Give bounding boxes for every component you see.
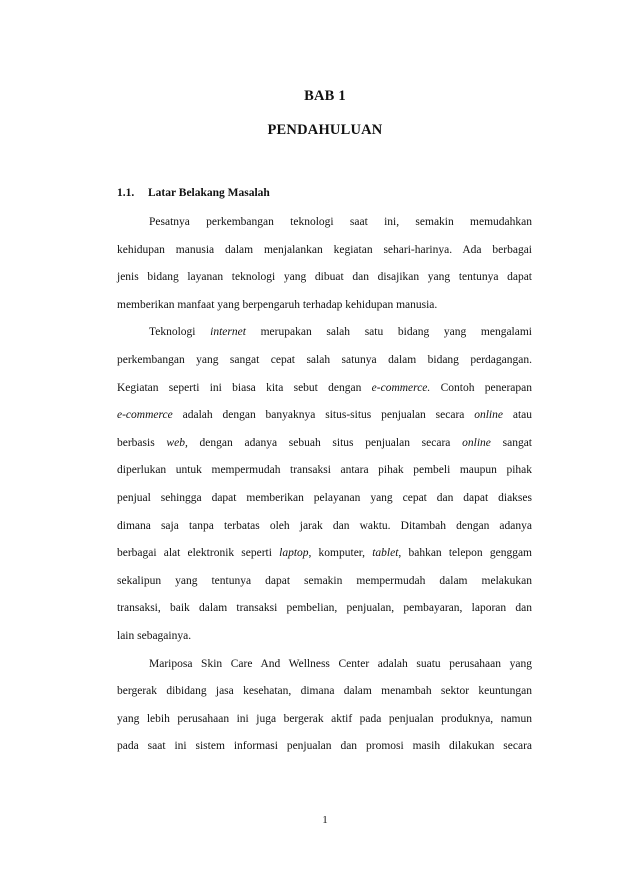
text-line: yang lebih perusahaan ini juga bergerak aktif pada penjualan produknya, namun [117, 712, 532, 725]
page-number: 1 [322, 814, 328, 826]
text-line: diperlukan untuk mempermudah transaksi antara pihak pembeli maupun pihak [117, 464, 532, 477]
text-line: perkembangan yang sangat cepat salah satunya dalam bidang perdagangan. [117, 354, 532, 366]
text-line: penjual sehingga dapat memberikan pelayanan yang cepat dan dapat diakses [117, 492, 532, 504]
section-heading [117, 187, 270, 199]
text-line: transaksi, baik dalam transaksi pembelian, penjualan, pembayaran, laporan dan [117, 602, 532, 615]
text-line: dimana saja tanpa terbatas oleh jarak dan waktu. Ditambah dengan adanya [117, 519, 532, 532]
chapter-label: BAB 1 [304, 88, 346, 104]
text-line: jenis bidang layanan teknologi yang dibuat dan disajikan yang tentunya dapat [117, 271, 532, 284]
text-line: kehidupan manusia dalam menjalankan kegiatan sehari-harinya. Ada berbagai [117, 243, 532, 256]
text-line: Teknologi internet merupakan salah satu bidang yang mengalami [149, 326, 532, 339]
text-line: memberikan manfaat yang berpengaruh terhadap kehidupan manusia. [117, 298, 438, 311]
text-line: berbasis web, dengan adanya sebuah situs penjualan secara online sangat [117, 436, 532, 449]
text-line: Kegiatan seperti ini biasa kita sebut dengan e-commerce. Contoh penerapan [117, 381, 532, 394]
text-line: Pesatnya perkembangan teknologi saat ini, semakin memudahkan [149, 216, 532, 228]
text-line: Mariposa Skin Care And Wellness Center adalah suatu perusahaan yang [149, 657, 532, 670]
text-line: berbagai alat elektronik seperti laptop, komputer, tablet, bahkan telepon genggam [117, 547, 532, 560]
text-line: e-commerce adalah dengan banyaknya situs-situs penjualan secara online atau [117, 409, 532, 422]
section-number: 1.1. [117, 187, 135, 199]
chapter-title: PENDAHULUAN [267, 122, 383, 138]
text-line: bergerak dibidang jasa kesehatan, dimana dalam menambah sektor keuntungan [117, 685, 532, 698]
text-line: sekalipun yang tentunya dapat semakin mempermudah dalam melakukan [117, 574, 532, 587]
text-line: pada saat ini sistem informasi penjualan dan promosi masih dilakukan secara [117, 740, 532, 753]
section-title: Latar Belakang Masalah [148, 187, 270, 199]
text-line: lain sebagainya. [117, 630, 192, 642]
